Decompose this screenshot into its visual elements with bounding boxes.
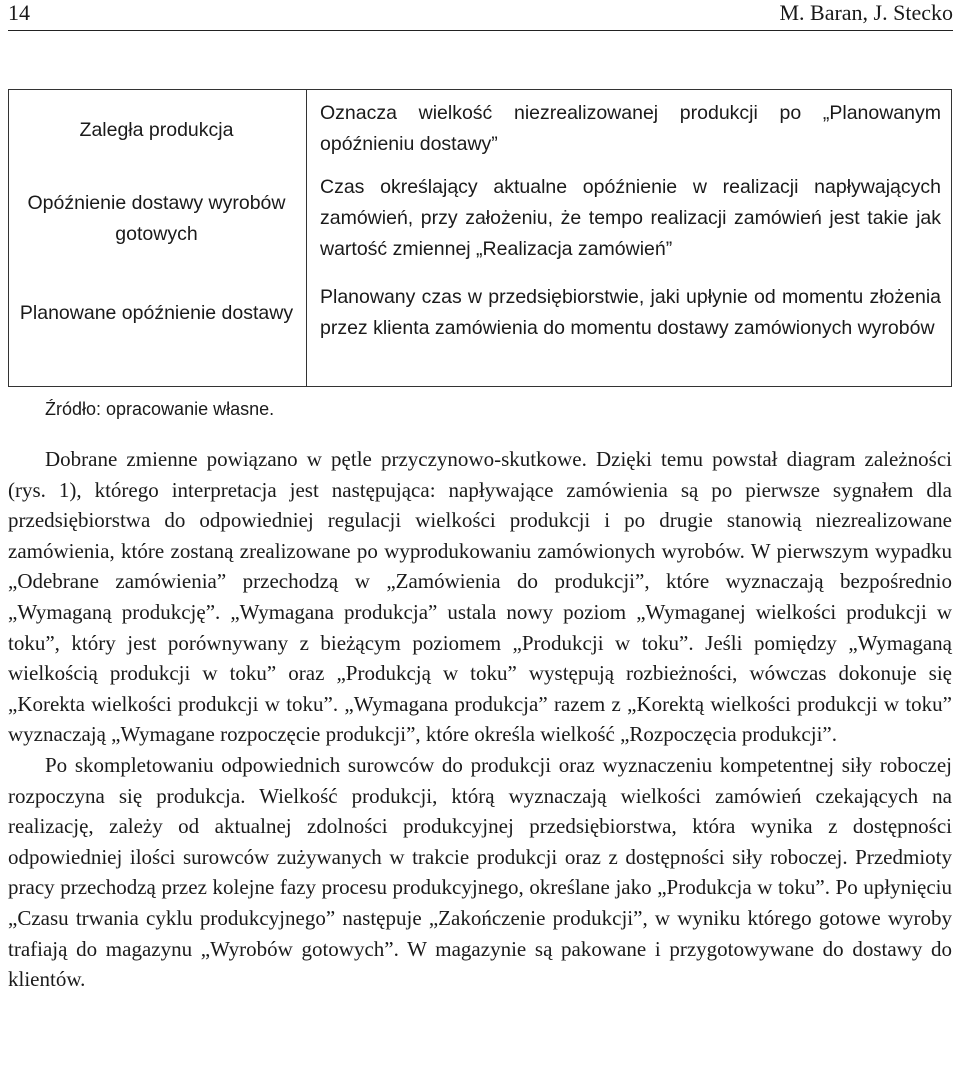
term-3: Planowane opóźnienie dostawy — [19, 302, 294, 324]
term-2: Opóźnienie dostawy wyrobów gotowych — [27, 192, 286, 245]
definitions-column — [307, 90, 952, 387]
body-text — [8, 444, 952, 995]
definition-2: Czas określający aktualne opóźnienie w realizacji napływających zamówień, przy założeniu, że tempo realizacji zamówień jest takie jak wartość zmiennej „Realizacja zamówień” — [320, 176, 941, 260]
paragraph: Dobrane zmienne powiązano w pętle przyczynowo-skutkowe. Dzięki temu powstał diagram zależności (rys. 1), którego interpretacja jest następująca: napływające zamówienia są po pierwsze sygnałem dla przedsiębiorstwa do odpowiedniej regulacji wielkości produkcji i po drugie stanowią niezrealizowane zamówienia, które zostaną zrealizowane po wyprodukowaniu zamówionych wyrobów. W pierwszym wypadku „Odebrane zamówienia” przechodzą w „Zamówienia do produkcji”, które wyznaczają bezpośrednio „Wymaganą produkcję”. „Wymagana produkcja” ustala nowy poziom „Wymaganej wielkości produkcji w toku”, który jest porównywany z bieżącym poziomem „Produkcji w toku”. Jeśli pomiędzy „Wymaganą wielkością produkcji w toku” oraz „Produkcją w toku” występują rozbieżności, wówczas dokonuje się „Korekta wielkości produkcji w toku”. „Wymagana produkcja” razem z „Korektą wielkości produkcji w toku” wyznaczają „Wymagane rozpoczęcie produkcji”, które określa wielkość „Rozpoczęcia produkcji”. — [8, 447, 952, 747]
table-source-note: Źródło: opracowanie własne. — [45, 399, 275, 419]
running-header — [8, 0, 953, 31]
running-header-authors: M. Baran, J. Stecko — [779, 0, 953, 25]
term-1: Zaległa produkcja — [79, 119, 234, 141]
definitions-table — [8, 89, 952, 387]
page-number: 14 — [8, 0, 30, 25]
definition-1: Oznacza wielkość niezrealizowanej produkcji po „Planowanym opóźnieniu dostawy” — [320, 102, 941, 155]
terms-column — [9, 90, 307, 387]
definition-3: Planowany czas w przedsiębiorstwie, jaki upłynie od momentu złożenia przez klienta zamówienia do momentu dostawy zamówionych wyrobów — [320, 286, 941, 339]
paragraph: Po skompletowaniu odpowiednich surowców do produkcji oraz wyznaczeniu kompetentnej siły roboczej rozpoczyna się produkcja. Wielkość produkcji, którą wyznaczają wielkości zamówień czekających na realizację, zależy od aktualnej zdolności produkcyjnej przedsiębiorstwa, która wynika z dostępności odpowiedniej ilości surowców zużywanych w trakcie produkcji oraz z dostępności siły roboczej. Przedmioty pracy przechodzą przez kolejne fazy procesu produkcyjnego, określane jako „Produkcja w toku”. Po upłynięciu „Czasu trwania cyklu produkcyjnego” następuje „Zakończenie produkcji”, w wyniku którego gotowe wyroby trafiają do magazynu „Wyrobów gotowych”. W magazynie są pakowane i przygotowywane do dostawy do klientów. — [8, 752, 952, 992]
